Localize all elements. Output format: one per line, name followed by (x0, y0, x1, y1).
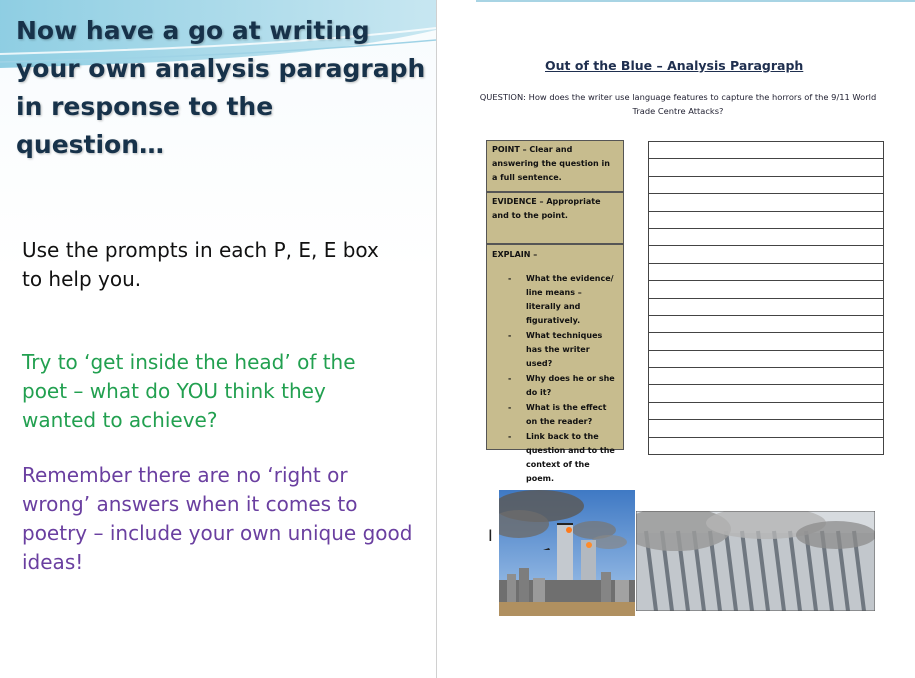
list-item: - What is the effect on the reader? (506, 401, 618, 429)
writing-line (649, 385, 883, 402)
worksheet-title: Out of the Blue – Analysis Paragraph (545, 58, 804, 73)
writing-line (649, 246, 883, 263)
list-item: - Why does he or she do it? (506, 372, 618, 400)
stray-character: I (488, 526, 493, 545)
writing-line (649, 194, 883, 211)
explain-list (492, 272, 618, 486)
writing-line (649, 420, 883, 437)
writing-line (649, 316, 883, 333)
point-box: POINT – Clear and answering the question in a full sentence. (486, 140, 624, 192)
worksheet-question: QUESTION: How does the writer use language features to capture the horrors of the 9/11 World Trade Centre Attacks? (479, 92, 877, 116)
list-item: - What techniques has the writer used? (506, 329, 618, 371)
explain-title: EXPLAIN – (492, 250, 538, 259)
slide-heading: Now have a go at writing your own analysis paragraph in response to the question… (16, 16, 426, 159)
writing-line (649, 212, 883, 229)
writing-line (649, 281, 883, 298)
top-accent-line (476, 0, 915, 2)
writing-line (649, 351, 883, 368)
twin-towers-photo (499, 490, 635, 616)
left-panel (0, 0, 436, 678)
writing-line (649, 229, 883, 246)
list-item: - Link back to the question and to the context of the poem. (506, 430, 618, 486)
writing-line (649, 438, 883, 455)
writing-line (649, 333, 883, 350)
panel-divider (436, 0, 437, 678)
evidence-box: EVIDENCE – Appropriate and to the point. (486, 192, 624, 244)
writing-line (649, 368, 883, 385)
writing-line (649, 177, 883, 194)
tip-text: Try to ‘get inside the head’ of the poet – what do YOU think they wanted to achieve? (22, 350, 356, 432)
writing-lines (648, 141, 884, 455)
list-item: - What the evidence/ line means – literally and figuratively. (506, 272, 618, 328)
prompt-instructions: Use the prompts in each P, E, E box to help you. (22, 238, 379, 291)
explain-box (486, 244, 624, 483)
writing-line (649, 159, 883, 176)
writing-line (649, 264, 883, 281)
tower-facade-photo (636, 511, 875, 611)
reminder-text: Remember there are no ‘right or wrong’ answers when it comes to poetry – include your own unique good ideas! (22, 463, 413, 574)
writing-line (649, 142, 883, 159)
writing-line (649, 299, 883, 316)
writing-line (649, 403, 883, 420)
